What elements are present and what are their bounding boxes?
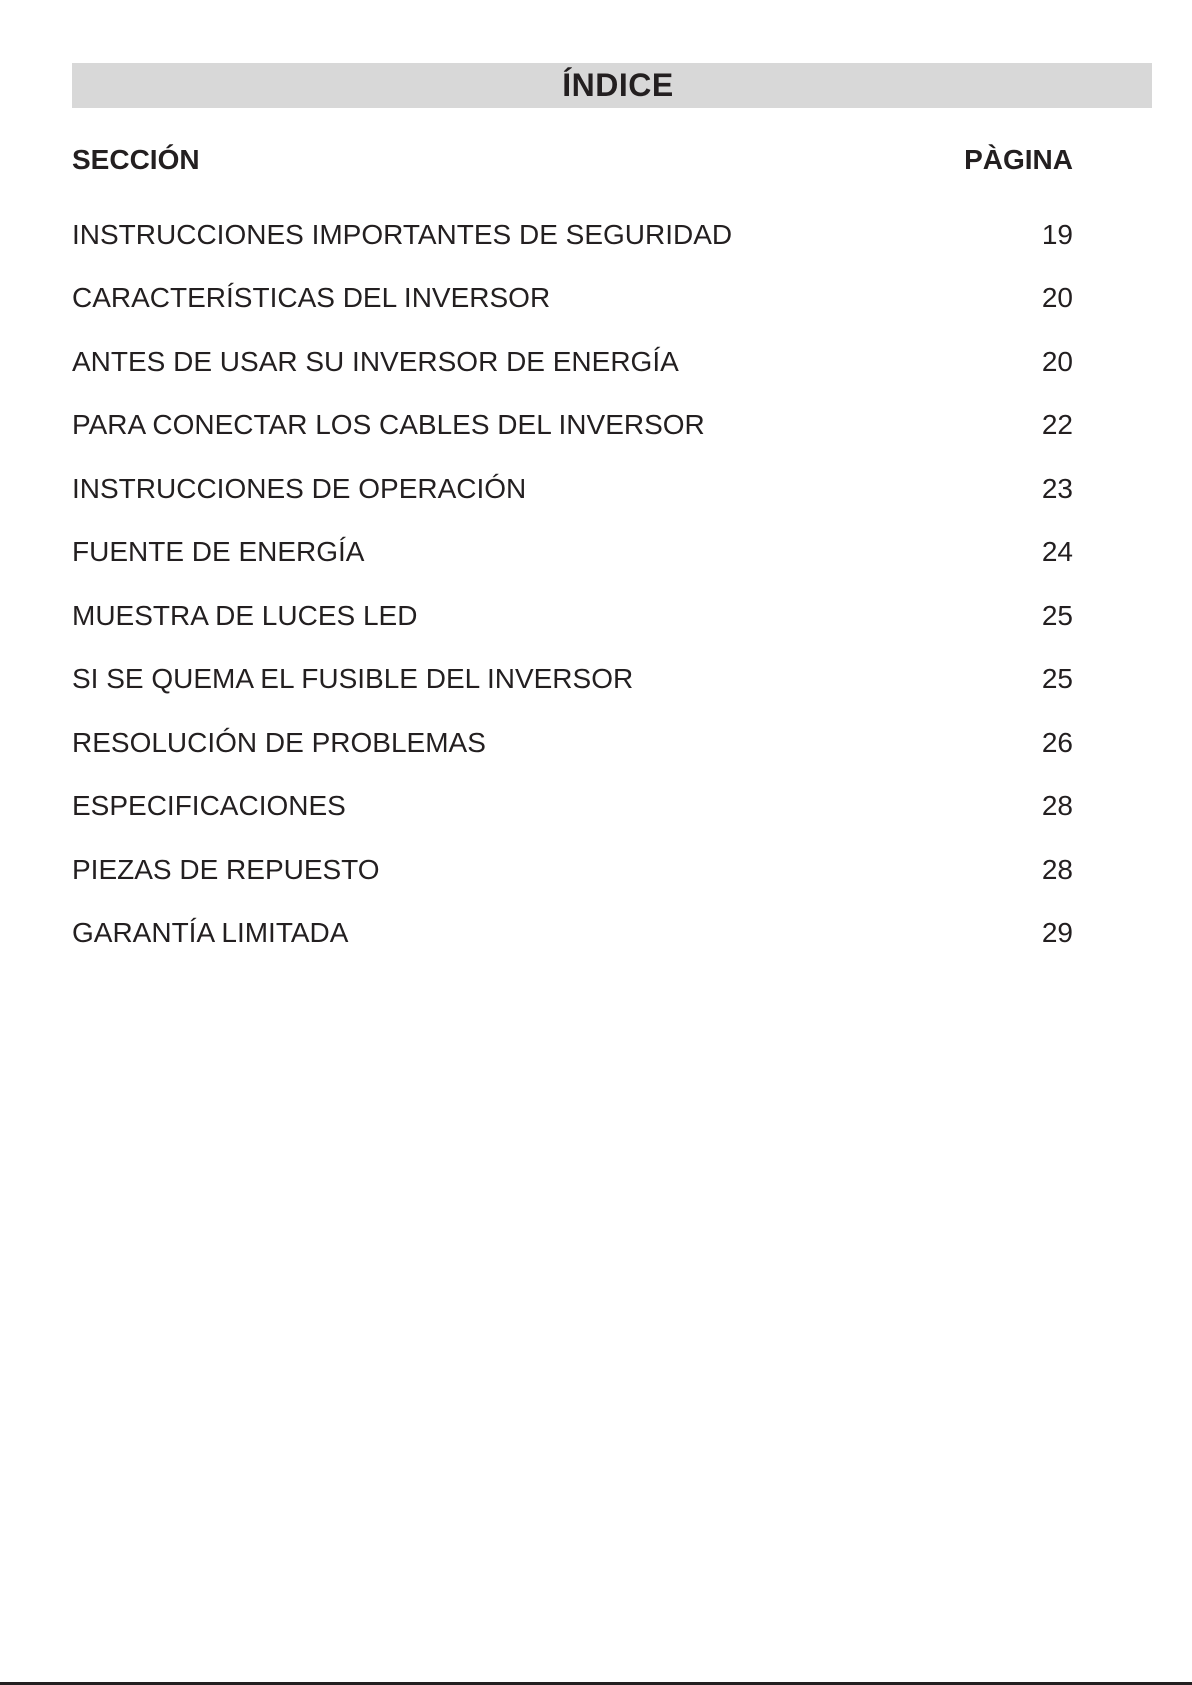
toc-entry-section: RESOLUCIÓN DE PROBLEMAS: [72, 726, 486, 758]
toc-entry-section: PARA CONECTAR LOS CABLES DEL INVERSOR: [72, 409, 705, 441]
toc-entry-section: CARACTERÍSTICAS DEL INVERSOR: [72, 282, 551, 314]
toc-entry[interactable]: [72, 584, 1073, 648]
toc-entry-page: 20: [1041, 282, 1073, 314]
toc-entry-page: 20: [1041, 345, 1073, 377]
toc-entry[interactable]: [72, 457, 1073, 521]
toc-entry-page: 19: [1041, 218, 1073, 250]
index-title-bar: [72, 63, 1152, 108]
toc-entry-section: INSTRUCCIONES IMPORTANTES DE SEGURIDAD: [72, 218, 733, 250]
toc-entry-page: 28: [1041, 790, 1073, 822]
toc-entry[interactable]: [72, 711, 1073, 775]
toc-entry-page: 22: [1041, 409, 1073, 441]
toc-entry-page: 25: [1041, 663, 1073, 695]
table-of-contents: [72, 140, 1073, 965]
toc-entry-section: FUENTE DE ENERGÍA: [72, 536, 365, 568]
toc-entry[interactable]: [72, 521, 1073, 585]
toc-entry[interactable]: [72, 267, 1073, 331]
toc-entry[interactable]: [72, 775, 1073, 839]
toc-entry[interactable]: [72, 902, 1073, 966]
toc-entry-page: 26: [1041, 726, 1073, 758]
section-column-header: SECCIÓN: [72, 144, 200, 175]
toc-entry-page: 24: [1041, 536, 1073, 568]
toc-entry[interactable]: [72, 203, 1073, 267]
toc-entry-section: PIEZAS DE REPUESTO: [72, 853, 380, 885]
toc-entry-section: MUESTRA DE LUCES LED: [72, 599, 418, 631]
page-title: ÍNDICE: [562, 67, 674, 103]
toc-entry-section: ESPECIFICACIONES: [72, 790, 346, 822]
toc-entry[interactable]: [72, 838, 1073, 902]
toc-entry-section: INSTRUCCIONES DE OPERACIÓN: [72, 472, 527, 504]
toc-entry-page: 25: [1041, 599, 1073, 631]
toc-entry[interactable]: [72, 648, 1073, 712]
toc-entry[interactable]: [72, 330, 1073, 394]
toc-entry-section: GARANTÍA LIMITADA: [72, 917, 349, 949]
toc-entry-page: 29: [1041, 917, 1073, 949]
toc-entry-page: 23: [1041, 472, 1073, 504]
toc-entry-section: ANTES DE USAR SU INVERSOR DE ENERGÍA: [72, 345, 679, 377]
toc-entry-section: SI SE QUEMA EL FUSIBLE DEL INVERSOR: [72, 663, 634, 695]
toc-entry-page: 28: [1041, 853, 1073, 885]
toc-entry[interactable]: [72, 394, 1073, 458]
page-column-header: PÀGINA: [964, 144, 1073, 175]
toc-header: [72, 140, 1073, 180]
